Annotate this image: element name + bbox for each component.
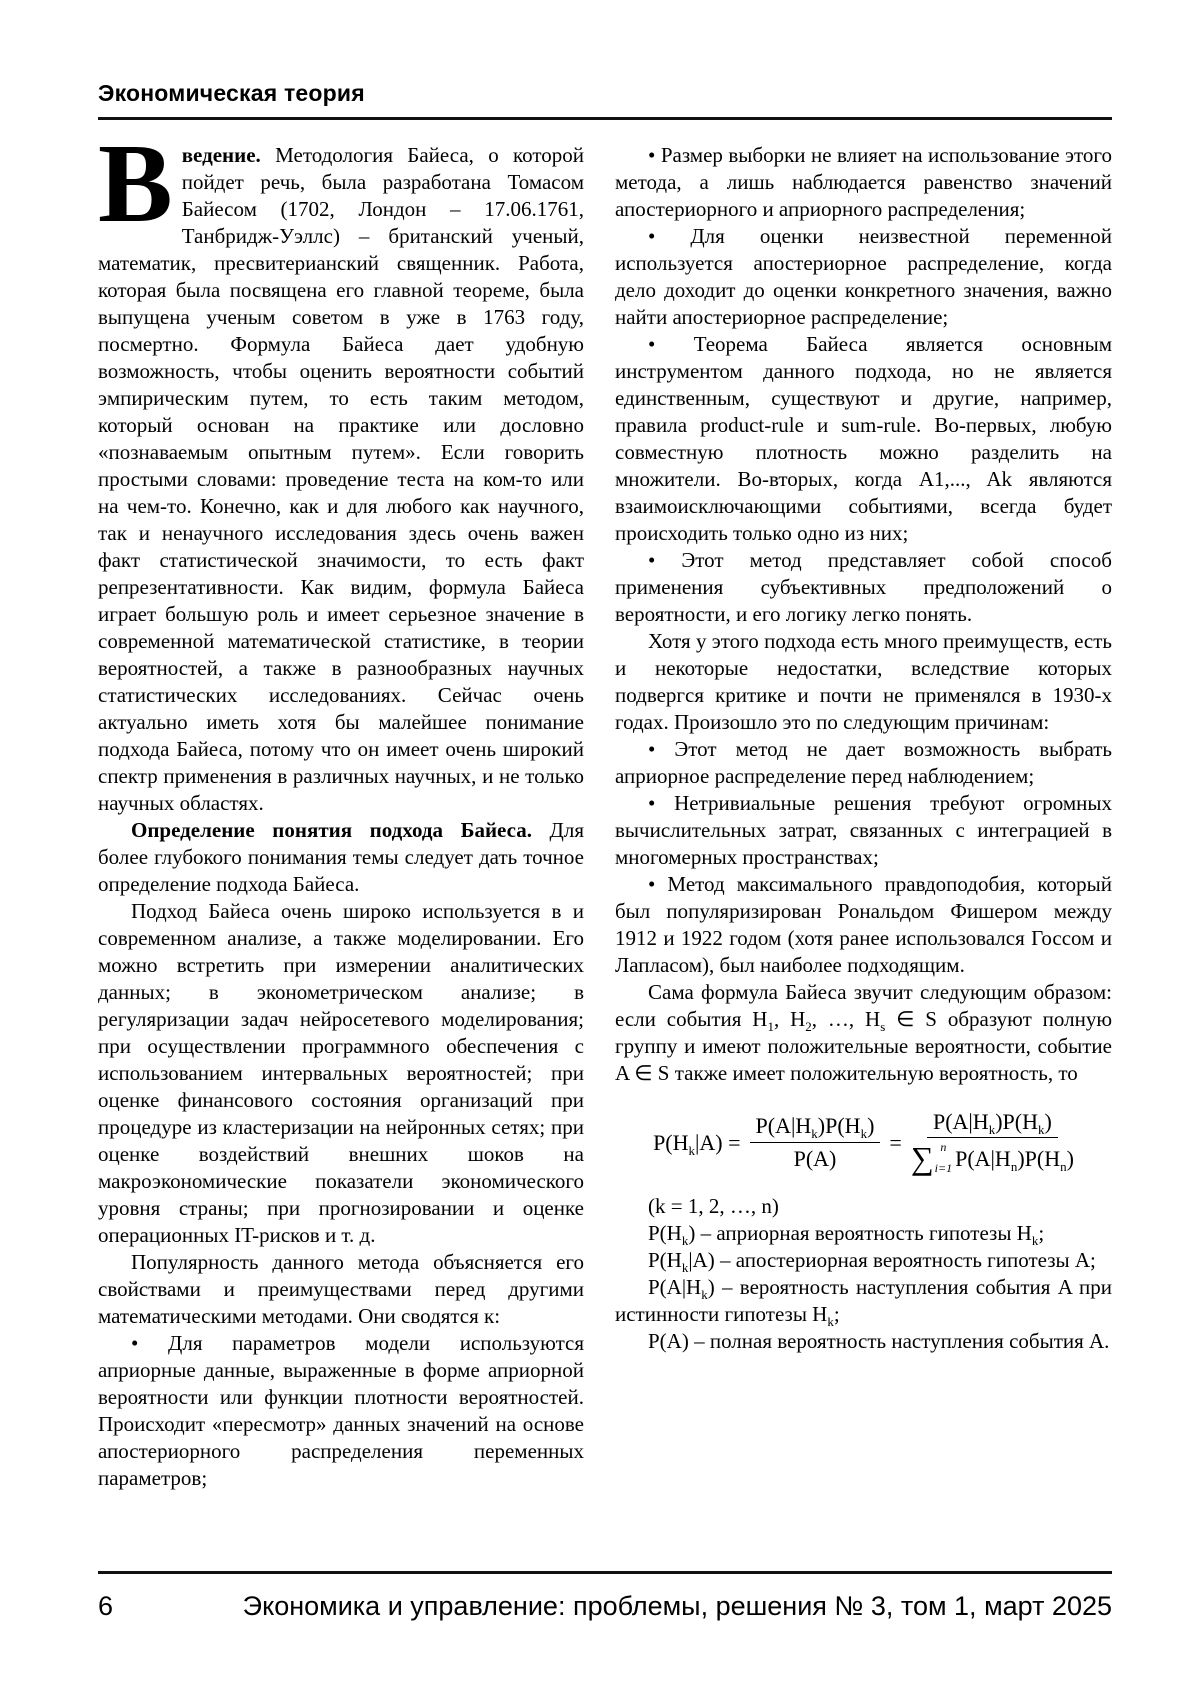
intro-text: Методология Байеса, о которой пойдет речь, была разработана Томасом Байесом (1702, Лондон – 17.06.1761, Танбридж-Уэллс) – британский ученый, математик, пресвитерианский священник. Работа, которая была посвящена его главной теореме, была выпущена ученым советом в уже в 1763 году, посмертно. Формула Байеса дает удобную возможность, чтобы оценить вероятности событий эмпирическим путем, то есть таким методом, который основан на практике или дословно «познаваемым опытным путем». Если говорить простыми словами: проведение теста на ком-то или на чем-то. Конечно, как и для любого как научного, так и ненаучного исследования здесь очень важен факт статистической значимости, то есть факт репрезентативности. Как видим, формула Байеса играет большую роль и имеет серьезное значение в современной математической статистике, в теории вероятностей, а также в разнообразных научных статистических исследованиях. Сейчас очень актуально иметь хотя бы малейшее понимание подхода Байеса, потому что он имеет очень широкий спектр применения в различных научных, и не только научных областях.: [98, 143, 584, 815]
definition-paragraph: [98, 817, 584, 898]
page-footer: [98, 1571, 1112, 1622]
article-page: [98, 0, 1112, 1492]
definition-line: $P(H_k|A)$ – апостериорная вероятность гипотезы A;: [648, 1248, 1096, 1276]
formula-intro-paragraph: Сама формула Байеса звучит следующим образом: если события $H_1$, $H_2$, …, $H_s$ ∈ S образуют полную группу и имеют положительные вероятности, событие A ∈ S также имеет положительную вероятность, то: [615, 980, 1113, 1085]
definition-lead: Определение понятия подхода Байеса.: [131, 818, 532, 842]
sum-terms: $P(A|H_n)P(H_n)$: [955, 1145, 1074, 1174]
fraction-2-numerator: $P(A|H_k)P(H_k)$: [927, 1109, 1058, 1138]
paragraph: Подход Байеса очень широко используется в и современном анализе, а также моделировании. Его можно встретить при измерении аналитических данных; в эконометрическом анализе; в регуляризации задач нейросетевого моделирования; при осуществлении программного обеспечения с использованием интервальных вероятностей; при оценке финансового состояния организаций при процедуре из кластеризации на нейронных сетях; при оценке воздействий внешних шоков на макроэкономические показатели экономического уровня страны; при прогнозировании и оценке операционных IT-рисков и т. д.: [98, 899, 584, 1247]
journal-line: Экономика и управление: проблемы, решения № 3, том 1, март 2025: [242, 1591, 1112, 1621]
bullet-item: • Этот метод не дает возможность выбрать априорное распределение перед наблюдением;: [615, 737, 1112, 788]
bullet-item: • Этот метод представляет собой способ применения субъективных предположений о вероятности, и его логику легко понять.: [615, 548, 1112, 626]
intro-lead: ведение.: [181, 143, 261, 167]
bullet-item: • Для параметров модели используются априорные данные, выраженные в форме априорной вероятности или функции плотности вероятностей. Происходит «пересмотр» данных значений на основе апостериорного распределения переменных параметров;: [98, 1331, 584, 1490]
page-number: 6: [98, 1591, 114, 1621]
left-column: [98, 122, 584, 1492]
formula-lhs: $P(H_k|A)$ =: [653, 1129, 741, 1158]
formula-fraction-1: [750, 1113, 881, 1171]
sum-lower-limit: i=1: [934, 1160, 953, 1175]
bullet-item: • Размер выборки не влияет на использование этого метода, а лишь наблюдается равенство значений апостериорного и априорного распределения;: [615, 143, 1112, 221]
paragraph: Хотя у этого подхода есть много преимуществ, есть и некоторые недостатки, вследствие которых подвергся критике и почти не применялся в 1930-х годах. Произошло это по следующим причинам:: [615, 629, 1112, 734]
definition-text: Для более глубокого понимания темы следует дать точное определение подхода Байеса.: [98, 818, 584, 896]
header-divider: [98, 117, 1112, 120]
dropcap-letter: В: [98, 122, 173, 246]
sum-limits: [935, 1141, 952, 1175]
sum-upper-limit: n: [940, 1140, 947, 1155]
fraction-2-denominator: [911, 1138, 1074, 1175]
definition-line: $P(A|H_k)$ – вероятность наступления события A при истинности гипотезы $H_k$;: [615, 1275, 1112, 1330]
definition-line: $P(H_k)$ – априорная вероятность гипотезы $H_k$;: [648, 1221, 1045, 1249]
definition-line: P(A) – полная вероятность наступления события A.: [648, 1329, 1110, 1354]
section-title: Экономическая теория: [98, 80, 365, 106]
fraction-1-numerator: $P(A|H_k)P(H_k)$: [750, 1113, 881, 1142]
k-range-line: (k = 1, 2, …, n): [648, 1194, 779, 1219]
intro-paragraph: [98, 122, 584, 817]
fraction-1-denominator: P(A): [793, 1145, 837, 1171]
formula-equals: =: [889, 1129, 902, 1155]
bullet-item: • Нетривиальные решения требуют огромных вычислительных затрат, связанных с интеграцией в многомерных пространствах;: [615, 791, 1112, 869]
bullet-item: • Теорема Байеса является основным инструментом данного подхода, но не является единственным, существуют и другие, например, правила product-rule и sum-rule. Во-первых, любую совместную плотность можно разделить на множители. Во-вторых, когда A1,..., Ak являются взаимоисключающими событиями, всегда будет происходить только одно из них;: [615, 332, 1112, 545]
right-column: [615, 142, 1112, 1492]
bullet-item: • Метод максимального правдоподобия, который был популяризирован Рональдом Фишером между 1912 и 1922 годом (хотя ранее использовался Госсом и Лапласом), был наиболее подходящим.: [615, 872, 1112, 977]
footer-divider: [98, 1571, 1112, 1574]
bullet-item: • Для оценки неизвестной переменной используется апостериорное распределение, когда дело доходит до оценки конкретного значения, важно найти апостериорное распределение;: [615, 224, 1112, 329]
formula-fraction-2: [911, 1109, 1074, 1175]
paragraph: Популярность данного метода объясняется его свойствами и преимуществами перед другими математическими методами. Они сводятся к:: [98, 1250, 584, 1328]
article-body: [98, 122, 1113, 1492]
bayes-formula: [615, 1109, 1112, 1175]
sum-icon: ∑: [910, 1140, 934, 1177]
